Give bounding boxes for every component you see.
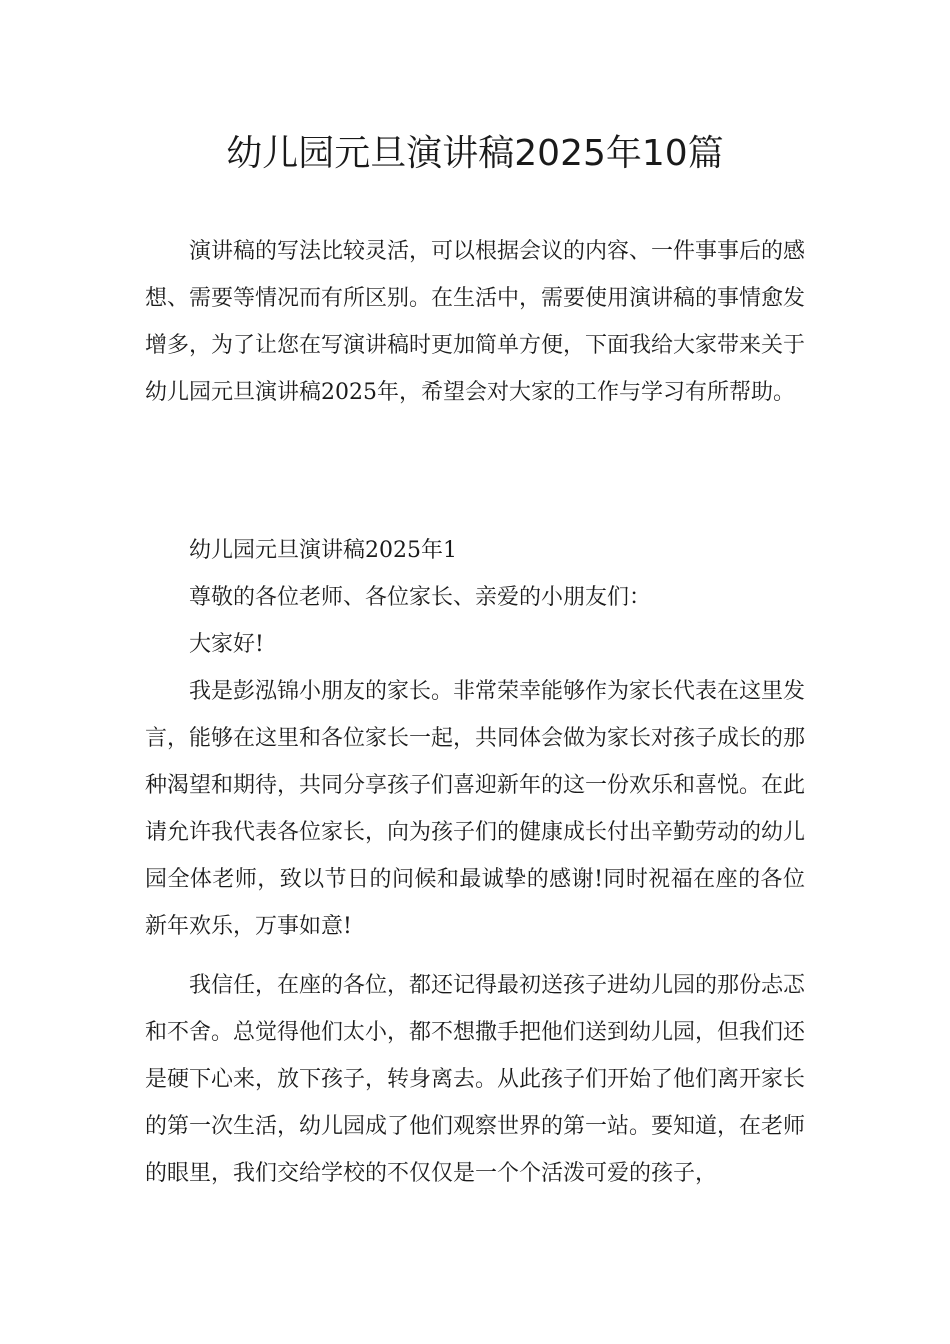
speech-section [145,527,805,1197]
document-title: 幼儿园元旦演讲稿2025年10篇 [226,133,724,174]
speech-paragraph-2: 我信任，在座的各位，都还记得最初送孩子进幼儿园的那份忐忑和不舍。总觉得他们太小，都不想撒手把他们送到幼儿园，但我们还是硬下心来，放下孩子，转身离去。从此孩子们开始了他们离开家长的第一次生活，幼儿园成了他们观察世界的第一站。要知道，在老师的眼里，我们交给学校的不仅仅是一个个活泼可爱的孩子， [145,973,806,1186]
greeting: 大家好! [189,632,264,657]
speech-paragraph-1: 我是彭泓锦小朋友的家长。非常荣幸能够作为家长代表在这里发言，能够在这里和各位家长一起，共同体会做为家长对孩子成长的那种渴望和期待，共同分享孩子们喜迎新年的这一份欢乐和喜悦。在此请允许我代表各位家长，向为孩子们的健康成长付出辛勤劳动的幼儿园全体老师，致以节日的问候和最诚挚的感谢!同时祝福在座的各位新年欢乐，万事如意! [145,679,806,939]
section-heading: 幼儿园元旦演讲稿2025年1 [189,538,457,563]
intro-paragraph: 演讲稿的写法比较灵活，可以根据会议的内容、一件事事后的感想、需要等情况而有所区别。在生活中，需要使用演讲稿的事情愈发增多，为了让您在写演讲稿时更加简单方便，下面我给大家带来关于幼儿园元旦演讲稿2025年，希望会对大家的工作与学习有所帮助。 [145,239,806,405]
intro-block [145,228,805,416]
salutation: 尊敬的各位老师、各位家长、亲爱的小朋友们： [189,585,652,610]
